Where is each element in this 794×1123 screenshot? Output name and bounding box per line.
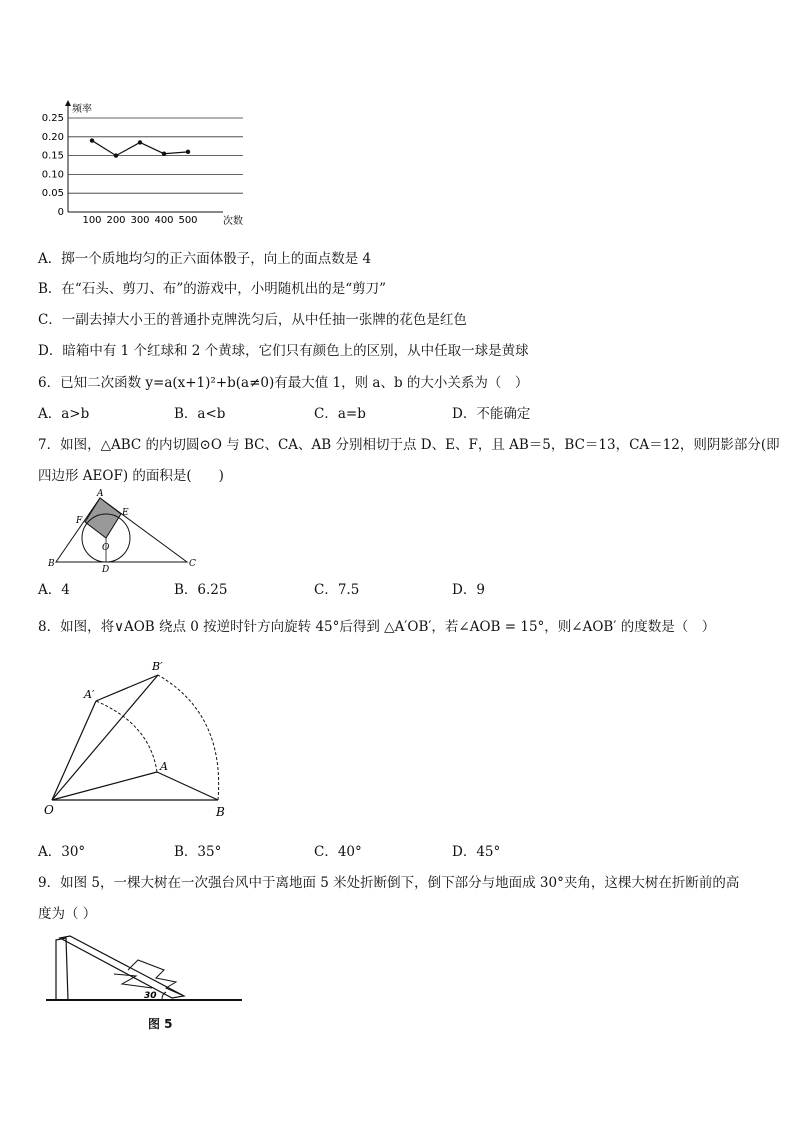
label-c: C xyxy=(189,559,196,569)
label-a: A xyxy=(160,760,168,773)
q8-stem: 8．如图，将∨AOB 绕点 0 按逆时针方向旋转 45°后得到 △A′OB′，若∠AOB = 15°，则∠AOB′ 的度数是（ ） xyxy=(38,619,716,635)
q8-option-b: B．35° xyxy=(174,844,222,860)
segment-a-prime-b-prime xyxy=(96,675,158,701)
segment-oa-prime xyxy=(52,701,96,800)
data-point xyxy=(186,150,190,154)
q5-option-d: D．暗箱中有 1 个红球和 2 个黄球，它们只有颜色上的区别，从中任取一球是黄球 xyxy=(38,343,529,359)
y-tick-label: 0.10 xyxy=(41,169,64,181)
label-b: B xyxy=(216,805,225,819)
y-tick-label: 0 xyxy=(57,207,64,218)
q6-option-d: D．不能确定 xyxy=(452,406,531,422)
segment-oa xyxy=(52,772,157,800)
q7-option-a: A．4 xyxy=(38,582,70,598)
data-point xyxy=(162,152,166,156)
y-tick-label: 0.20 xyxy=(41,131,64,143)
x-tick-label: 300 xyxy=(130,215,150,226)
data-point xyxy=(90,138,94,142)
q5-option-b: B．在“石头、剪刀、布”的游戏中，小明随机出的是“剪刀” xyxy=(38,281,387,297)
x-tick-label: 400 xyxy=(154,215,174,226)
q8-option-a: A．30° xyxy=(38,844,86,860)
q7-option-b: B．6.25 xyxy=(174,582,228,598)
q6-option-b: B．a<b xyxy=(174,406,226,422)
label-d: D xyxy=(102,565,110,575)
q8-rotation-figure xyxy=(40,654,240,834)
q7-option-c: C．7.5 xyxy=(314,582,360,598)
q5-option-a: A．掷一个质地均匀的正六面体骰子，向上的面点数是 4 xyxy=(38,251,372,267)
y-tick-label: 0.25 xyxy=(41,113,64,124)
figure-caption: 图 5 xyxy=(148,1017,173,1031)
label-o: O xyxy=(102,543,110,553)
fallen-top xyxy=(60,936,184,998)
data-point xyxy=(138,140,142,144)
q9-stem-line2: 度为（ ） xyxy=(38,906,97,922)
q7-stem-line2: 四边形 AEOF) 的面积是( ) xyxy=(38,468,224,484)
tree-trunk xyxy=(56,938,68,1000)
q6-option-a: A．a>b xyxy=(38,406,90,422)
y-tick-label: 0.05 xyxy=(41,188,64,200)
q9-broken-tree-figure xyxy=(44,930,254,1010)
x-axis-label: 次数 xyxy=(223,216,243,227)
label-b: B xyxy=(48,559,55,569)
q8-option-d: D．45° xyxy=(452,844,501,860)
q8-option-c: C．40° xyxy=(314,844,362,860)
q6-option-c: C．a=b xyxy=(314,406,366,422)
data-point xyxy=(114,153,118,157)
x-tick-label: 200 xyxy=(106,215,126,226)
label-f: F xyxy=(76,516,83,526)
q7-stem-line1: 7．如图，△ABC 的内切圆⊙O 与 BC、CA、AB 分别相切于点 D、E、F，且 AB＝5，BC＝13，CA＝12，则阴影部分(即 xyxy=(38,437,780,453)
shaded-quad-aeof xyxy=(85,498,121,538)
q7-option-d: D．9 xyxy=(452,582,485,598)
q7-incircle-figure xyxy=(44,490,204,575)
label-e: E xyxy=(122,508,129,518)
segment-ob-prime xyxy=(52,675,158,800)
y-axis-arrow xyxy=(65,100,71,106)
label-a: A xyxy=(97,489,104,499)
x-tick-label: 500 xyxy=(178,215,198,226)
y-axis-label: 频率 xyxy=(72,104,92,115)
q6-stem: 6．已知二次函数 y=a(x+1)²+b(a≠0)有最大值 1，则 a、b 的大小关系为（ ） xyxy=(38,375,529,391)
x-tick-label: 100 xyxy=(82,215,102,226)
arc-b-to-b-prime xyxy=(158,675,219,800)
y-tick-label: 0.15 xyxy=(41,150,64,162)
segment-ab xyxy=(157,772,218,800)
label-o: O xyxy=(44,803,54,817)
label-a-prime: A′ xyxy=(84,688,95,701)
q5-option-c: C．一副去掉大小王的普通扑克牌洗匀后，从中任抽一张牌的花色是红色 xyxy=(38,312,467,328)
q9-stem-line1: 9．如图 5，一棵大树在一次强台风中于离地面 5 米处折断倒下，倒下部分与地面成 30°夹角，这棵大树在折断前的高 xyxy=(38,875,740,891)
label-b-prime: B′ xyxy=(152,660,163,673)
angle-label: 30 xyxy=(144,991,157,1001)
frequency-line-chart xyxy=(30,84,270,227)
